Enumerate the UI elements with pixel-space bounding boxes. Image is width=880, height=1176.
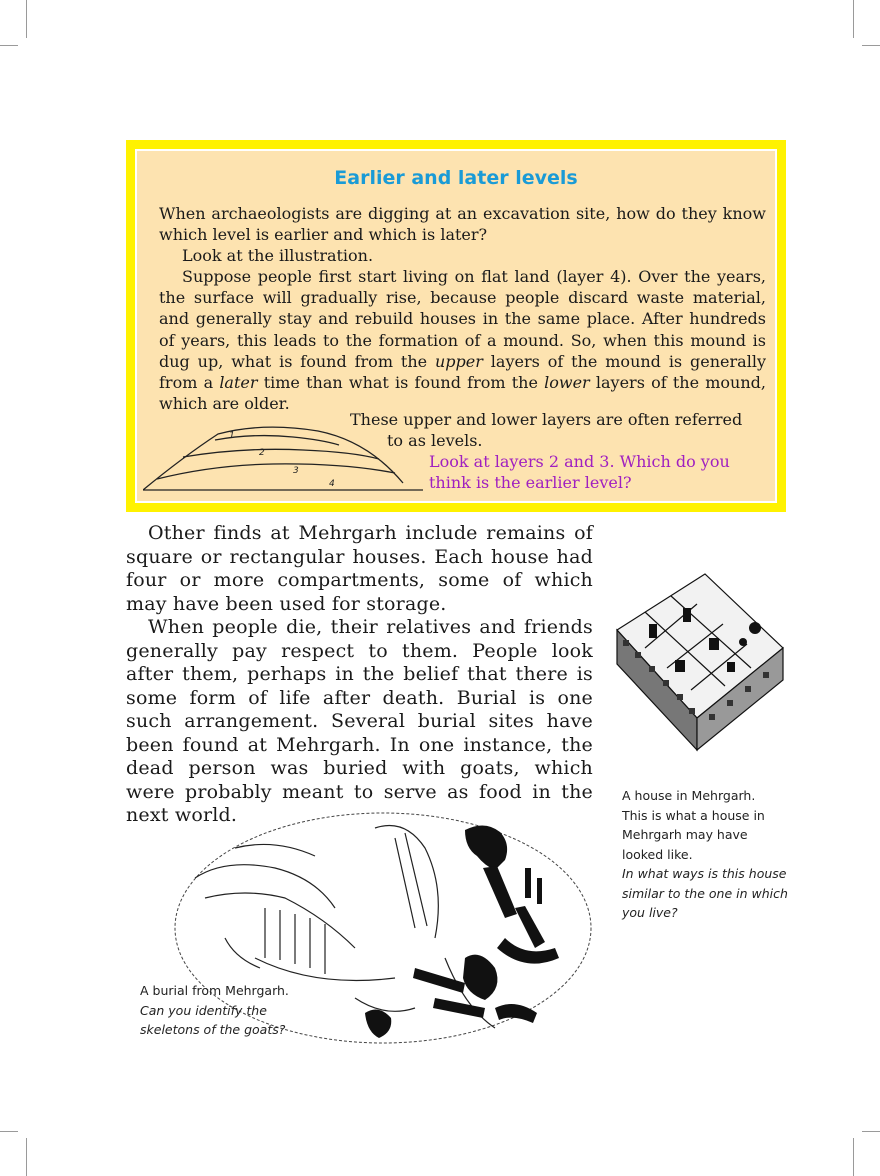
info-box-inner (135, 149, 777, 503)
levels-line-2: to as levels. (387, 431, 483, 450)
burial-caption-question-1: Can you identify the (140, 1002, 267, 1018)
house-caption-line-2: This is what a house in (622, 807, 765, 823)
para3-start: Suppose people first start living on flat land (layer 4). Over the years, the surface will gradually rise, because people discard waste material, and generally stay and rebuild houses in the same place. After hundreds of years, this leads to the formation of a mound. So, when this mound is dug up, what is found from the (159, 267, 766, 371)
mound-layers-illustration (143, 417, 423, 497)
levels-line-1: These upper and lower layers are often referred (350, 410, 743, 429)
house-caption-question-1: In what ways is this house (622, 866, 787, 881)
main-text (126, 522, 593, 828)
crop-mark-bottom-right-v (853, 1138, 854, 1176)
main-paragraph-2: When people die, their relatives and friends generally pay respect to them. People look after them, perhaps in the belief that there is some form of life after death. Burial is one such arrangement. Several burial sites have been found at Mehrgarh. In one instance, the dead person was buried with goats, which were probably meant to serve as food in the next world. (126, 616, 593, 826)
crop-mark-top-right-v (853, 0, 854, 38)
para3-upper: upper (434, 351, 483, 371)
burial-caption-question-2: skeletons of the goats? (140, 1022, 286, 1037)
house-caption-line-1: A house in Mehrgarh. (622, 788, 756, 803)
layer-label-3: 3 (293, 466, 299, 476)
house-caption-line-4: looked like. (622, 846, 693, 862)
box-paragraph-3 (159, 266, 766, 414)
box-paragraph-1: When archaeologists are digging at an excavation site, how do they know which level is earlier and which is later? (159, 204, 766, 245)
para3-lower: lower (544, 373, 590, 393)
house-caption-question-3: you live? (622, 905, 678, 920)
para3-later: later (219, 373, 258, 393)
burial-caption (140, 981, 289, 1040)
house-illustration (605, 568, 795, 778)
main-paragraph-1: Other finds at Mehrgarh include remains of square or rectangular houses. Each house had four or more compartments, some of which may have been used for storage. (126, 522, 593, 615)
para3-end: layers of the mound, which are older. (159, 373, 766, 414)
crop-mark-top-left-v (26, 0, 27, 38)
crop-mark-bottom-right (862, 1131, 880, 1132)
crop-mark-bottom-left (0, 1131, 18, 1132)
layer-label-4: 4 (329, 479, 335, 489)
house-caption-line-3: Mehrgarh may have (622, 827, 748, 842)
para3-mid1: layers of the mound is generally from a (159, 351, 766, 393)
house-caption (622, 786, 788, 923)
burial-caption-line-1: A burial from Mehrgarh. (140, 983, 289, 998)
layer-label-1: 1 (229, 431, 235, 441)
crop-mark-top-right (862, 45, 880, 46)
layer-label-2: 2 (259, 448, 265, 458)
box-paragraph-2: Look at the illustration. (182, 246, 374, 265)
crop-mark-top-left (0, 45, 18, 46)
box-title: Earlier and later levels (334, 167, 578, 189)
question-line-1: Look at layers 2 and 3. Which do you (429, 452, 730, 471)
crop-mark-bottom-left-v (26, 1138, 27, 1176)
para3-mid2: time than what is found from the (257, 373, 545, 393)
info-box (126, 140, 786, 512)
question-line-2: think is the earlier level? (429, 473, 632, 492)
house-caption-question-2: similar to the one in which (622, 885, 788, 901)
